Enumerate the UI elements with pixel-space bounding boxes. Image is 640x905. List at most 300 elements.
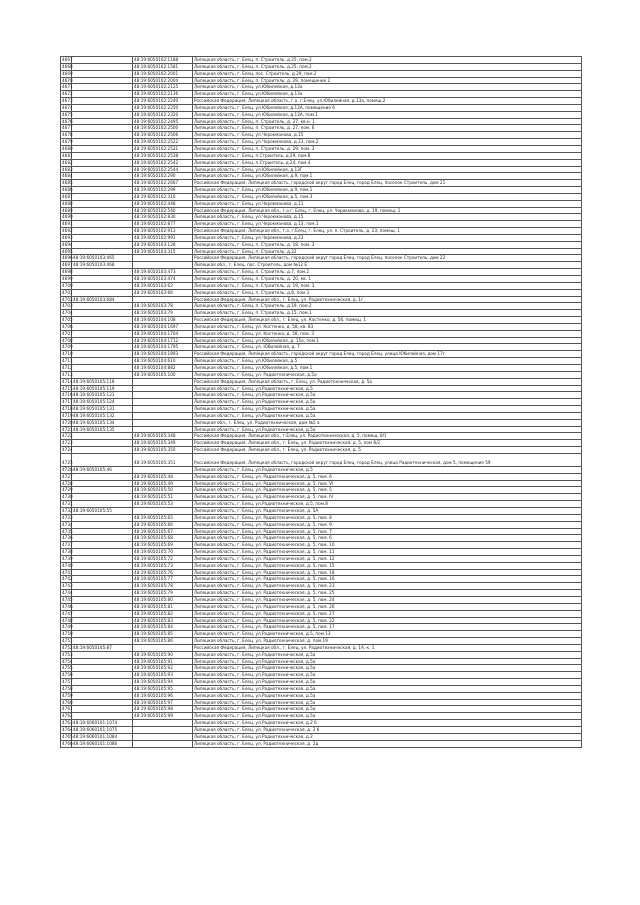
premises-number-cell: 48:19:6050104:1697	[133, 323, 193, 330]
table-row	[61, 310, 582, 317]
row-number-cell: 4716	[62, 392, 73, 398]
building-number-cell	[72, 562, 133, 569]
table-row	[61, 555, 582, 562]
row-number-cell: 4725	[61, 453, 72, 466]
premises-number-cell: 48:19:6050105:81	[133, 603, 193, 610]
address-cell: Липецкая обл., г. Елец, пос. Строитель, дом №12 Е	[193, 262, 582, 269]
table-row	[61, 651, 582, 658]
table-row	[61, 371, 582, 378]
building-number-cell: 48:19:6050105:119	[72, 385, 133, 392]
building-number-cell	[72, 596, 133, 603]
row-number-cell: 4744	[62, 590, 73, 596]
premises-number-cell: 48:19:6050105:94	[133, 679, 193, 686]
table-row	[61, 70, 582, 77]
address-cell: Липецкая область, г. Елец, ул.Радиотехническая, д.5а	[193, 412, 582, 419]
address-cell: Липецкая область, г. Елец, ул.Юбилейная, д.9, пом.1	[193, 187, 582, 194]
row-number-cell: 4700	[62, 282, 73, 288]
row-number-cell: 4736	[62, 535, 73, 541]
premises-number-cell: 48:19:6050105:92	[133, 665, 193, 672]
table-row	[61, 139, 582, 146]
building-number-cell	[72, 494, 133, 501]
address-cell: Липецкая область, г. Елец, ул.Юбилейная, д.5, пом.3	[193, 193, 582, 200]
premises-number-cell	[133, 262, 193, 269]
address-cell: Липецкая область, г. Елец, ул Юбилейная, д.13А, пом.1	[193, 111, 582, 118]
row-number-cell: 4671	[62, 84, 73, 90]
building-number-cell	[72, 310, 133, 317]
premises-number-cell: 48:19:6050102:913	[133, 228, 193, 235]
address-cell: Российская Федерация, Липецкая область, городской округ город Елец, город Елец, поселок Строитель, дом 21	[193, 180, 582, 187]
row-number-cell: 4757	[62, 679, 73, 685]
table-row	[61, 487, 582, 494]
premises-number-cell	[133, 399, 193, 406]
address-cell: Липецкая область, г. Елец, ул. Радиотехническая, д. 5, пом. 22	[193, 617, 582, 624]
premises-number-cell: 48:19:6050102:2125	[133, 84, 193, 91]
row-number-cell: 4765	[62, 733, 73, 739]
building-number-cell: 48:19:6050105:118	[72, 378, 133, 385]
building-number-cell	[72, 57, 133, 64]
building-number-cell	[72, 433, 133, 440]
premises-number-cell: 48:19:6050105:100	[133, 371, 193, 378]
address-cell: Липецкая область, г. Елец, ул. Юбилейная, д. 7	[193, 344, 582, 351]
row-number-cell: 4690	[62, 214, 73, 220]
row-number-cell: 4668	[62, 63, 73, 69]
address-cell: Липецкая область, г. Елец, ул. Радиотехническая, д. 5, пом. 12	[193, 555, 582, 562]
table-row	[61, 412, 582, 419]
table-row	[61, 535, 582, 542]
table-row	[61, 187, 582, 194]
address-cell: Липецкая область, г. Елец, ул.Радиотехническая, д.5	[193, 466, 582, 473]
premises-number-cell: 48:19:6050102:877	[133, 221, 193, 228]
premises-number-cell: 48:19:6050105:67	[133, 528, 193, 535]
row-number-cell: 4741	[62, 569, 73, 575]
table-row	[61, 221, 582, 228]
table-row	[61, 91, 582, 98]
building-number-cell	[72, 276, 133, 283]
premises-number-cell: 48:19:6050105:49	[133, 480, 193, 487]
building-number-cell	[72, 521, 133, 528]
row-number-cell: 4754	[62, 658, 73, 664]
row-number-cell: 4688	[62, 200, 73, 206]
row-number-cell: 4753	[62, 651, 73, 657]
table-row	[61, 364, 582, 371]
table-row	[61, 590, 582, 597]
address-cell: Липецкая область, г. Елец, ул.Юбилейная, д.13а	[193, 84, 582, 91]
row-number-cell: 4717	[62, 399, 73, 405]
address-cell: Липецкая область, г. Елец, ул. Радиотехническая, д. 5, пом. 23	[193, 583, 582, 590]
address-cell: Липецкая область, г. Елец, ул.Черокманова, д.13, пом.1	[193, 221, 582, 228]
row-number-cell: 4747	[62, 610, 73, 616]
row-number-cell: 4670	[62, 77, 73, 83]
address-cell: Липецкая область, г. Елец, ул. Радиотехническая, д. 5, пом. IV	[193, 494, 582, 501]
address-cell: Липецкая область, г. Елец, ул. Радиотехническая, д. 5, пом. 25	[193, 590, 582, 597]
row-number-cell: 4758	[62, 685, 73, 691]
row-number-cell: 4713	[62, 371, 73, 377]
address-cell: Липецкая область, г. Елец, ул.Юбилейная, д.5, пом.1	[193, 364, 582, 371]
table-row	[61, 596, 582, 603]
table-row	[61, 84, 582, 91]
building-number-cell	[72, 590, 133, 597]
building-number-cell	[72, 269, 133, 276]
premises-number-cell: 48:19:6050102:1188	[133, 57, 193, 64]
address-cell: Российская Федерация, Липецкая обл., г. Елец, ул. Радиотехническая, д. 5, пом 8/2	[193, 440, 582, 447]
address-cell: Липецкая область, г. Елец, ул.Юбилейная, д.5	[193, 358, 582, 365]
table-row	[61, 296, 582, 303]
premises-number-cell: 48:19:6050104:610	[133, 358, 193, 365]
building-number-cell	[72, 173, 133, 180]
premises-number-cell: 48:19:6050102:2004	[133, 77, 193, 84]
address-cell: Липецкая область, г. Елец, ул.Черокманова, д.15	[193, 132, 582, 139]
premises-number-cell: 48:19:6050102:2506	[133, 132, 193, 139]
row-number-cell: 4702	[62, 296, 73, 302]
premises-number-cell: 48:19:6050102:830	[133, 214, 193, 221]
premises-number-cell: 48:19:6050102:316	[133, 193, 193, 200]
premises-number-cell: 48:19:6050102:2542	[133, 159, 193, 166]
address-cell: Липецкая область, г. Елец, п.Строитель, д.24, пом.4	[193, 159, 582, 166]
premises-number-cell: 48:19:6050105:66	[133, 521, 193, 528]
row-number-cell: 4737	[62, 542, 73, 548]
address-cell: Липецкая область, г. Елец, п. Строитель, д. 19, пом. 3	[193, 282, 582, 289]
address-cell: Липецкая область, г. Елец, ул.Радиотехническая, д.2 б	[193, 720, 582, 727]
building-number-cell	[72, 282, 133, 289]
table-row	[61, 337, 582, 344]
premises-number-cell: 48:19:6050105:78	[133, 583, 193, 590]
premises-number-cell: 48:19:6050105:80	[133, 596, 193, 603]
premises-number-cell: 48:19:6050102:2538	[133, 152, 193, 159]
premises-number-cell	[133, 419, 193, 426]
address-cell: Липецкая область, г. Елец, п. Строитель, д.15, пом.1	[193, 310, 582, 317]
building-number-cell: 48:19:6060101:1084	[72, 733, 133, 740]
premises-number-cell: 48:19:6050103:315	[133, 248, 193, 255]
address-cell: Липецкая область, г. Елец, ул.Радиотехническая, д.5, пом.8	[193, 501, 582, 508]
table-row	[61, 159, 582, 166]
premises-number-cell	[133, 255, 193, 262]
address-cell: Российская Федерация, Липецкая обл., г.Елец, ул. Радиотехническая, д. 5, помещ. 8/1	[193, 433, 582, 440]
building-number-cell	[72, 289, 133, 296]
address-cell: Липецкая область, г. Елец, п.Строитель, д.29, пом.8	[193, 152, 582, 159]
row-number-cell: 4684	[62, 173, 73, 179]
address-cell: Липецкая область, г. Елец, ул. Костенко, д. 58, пом. 3	[193, 330, 582, 337]
table-row	[61, 624, 582, 631]
table-row	[61, 433, 582, 440]
building-number-cell	[72, 638, 133, 645]
premises-number-cell: 48:19:6050105:350	[133, 447, 193, 454]
premises-number-cell: 48:19:6050105:72	[133, 555, 193, 562]
row-number-cell: 4723	[62, 440, 73, 446]
row-number-cell: 4759	[62, 692, 73, 698]
row-number-cell: 4743	[62, 583, 73, 589]
address-cell: Липецкая область, г. Елец, ул.Юбилейная, д.9, пом.1	[193, 173, 582, 180]
row-number-cell: 4726	[62, 466, 73, 472]
premises-number-cell: 48:19:6050102:448	[133, 200, 193, 207]
building-number-cell	[72, 241, 133, 248]
table-row	[61, 132, 582, 139]
address-cell: Липецкая область, г. Елец, п. Строитель, д.8, пом.3	[193, 289, 582, 296]
address-cell: Российская Федерация, Липецкая область, г. Елец, ул. Радиотехническая, д. 5а	[193, 378, 582, 385]
row-number-cell: 4677	[62, 125, 73, 131]
row-number-cell: 4721	[62, 426, 73, 432]
address-cell: Липецкая область, г. Елец, ул. Радиотехническая, д. 5, пом. 15	[193, 562, 582, 569]
building-number-cell	[72, 685, 133, 692]
row-number-cell: 4711	[62, 358, 73, 364]
building-number-cell	[72, 330, 133, 337]
premises-number-cell: 48:19:6050105:76	[133, 569, 193, 576]
premises-number-cell: 48:19:6050104:882	[133, 364, 193, 371]
table-row	[61, 173, 582, 180]
table-row	[61, 399, 582, 406]
building-number-cell	[72, 610, 133, 617]
premises-number-cell: 48:19:6050103:128	[133, 241, 193, 248]
building-number-cell	[72, 371, 133, 378]
table-row	[61, 440, 582, 447]
address-cell: Липецкая область, г. Елец, ул. Радиотехническая, д. 5А	[193, 508, 582, 515]
address-cell: Липецкая область, г. Елец, ул. Радиотехническая, д. 5, пом. 8	[193, 514, 582, 521]
premises-number-cell: 48:19:6050102:2250	[133, 104, 193, 111]
address-cell: Липецкая область, г. Елец, п. Строитель, д.25, пом.2	[193, 57, 582, 64]
row-number-cell: 4724	[62, 447, 73, 453]
premises-number-cell: 48:19:6050102:2531	[133, 145, 193, 152]
row-number-cell: 4693	[62, 234, 73, 240]
building-number-cell	[72, 200, 133, 207]
premises-number-cell: 48:19:6050105:93	[133, 672, 193, 679]
building-number-cell	[72, 118, 133, 125]
premises-number-cell: 48:19:6050102:2500	[133, 125, 193, 132]
row-number-cell: 4698	[62, 269, 73, 275]
building-number-cell	[72, 583, 133, 590]
row-number-cell: 4718	[62, 406, 73, 412]
row-number-cell: 4735	[62, 528, 73, 534]
row-number-cell: 4712	[62, 364, 73, 370]
building-number-cell	[72, 104, 133, 111]
building-number-cell	[72, 699, 133, 706]
building-number-cell	[72, 303, 133, 310]
premises-number-cell: 48:19:6050103:78	[133, 303, 193, 310]
premises-number-cell: 48:19:6050103:473	[133, 269, 193, 276]
address-cell: Липецкая область, г. Елец, ул.Радиотехническая, д.5а	[193, 685, 582, 692]
premises-number-cell	[133, 296, 193, 303]
building-number-cell	[72, 535, 133, 542]
premises-number-cell: 48:19:6050105:77	[133, 576, 193, 583]
table-row	[61, 262, 582, 269]
row-number-cell: 4681	[62, 152, 73, 158]
row-number-cell: 4714	[62, 378, 73, 384]
row-number-cell: 4719	[62, 412, 73, 418]
building-number-cell	[72, 549, 133, 556]
table-row	[61, 447, 582, 454]
table-row	[61, 152, 582, 159]
table-row	[61, 453, 582, 466]
address-cell: Российская Федерация, Липецкая область, городской округ город Елец, город Елец, улица Юбилейная, дом 17г	[193, 351, 582, 358]
row-number-cell: 4720	[62, 419, 73, 425]
address-cell: Липецкая область, г. Елец, ул.Юбилейная, д. 15а, пом.1	[193, 337, 582, 344]
address-cell: Российская Федерация, Липецкая область, городской округ город Елец, город Елец, поселок Строитель, дом 22	[193, 255, 582, 262]
building-number-cell: 48:19:6050103:465	[72, 255, 133, 262]
address-cell: Липецкая область, г. Елец, ул.Радиотехническая, д.5а	[193, 426, 582, 433]
building-number-cell	[72, 166, 133, 173]
building-number-cell	[72, 132, 133, 139]
building-number-cell	[72, 706, 133, 713]
address-cell: Липецкая область, г. Елец, п. Строитель, д. 27, пом. 6	[193, 125, 582, 132]
row-number-cell: 4722	[62, 433, 73, 439]
table-row	[61, 406, 582, 413]
address-cell: Липецкая область, г. Елец, ул. Костенко, д. 58, кв. 83	[193, 323, 582, 330]
premises-number-cell: 48:19:6050102:540	[133, 207, 193, 214]
building-number-cell	[72, 152, 133, 159]
table-row	[61, 289, 582, 296]
table-row	[61, 378, 582, 385]
row-number-cell: 4766	[62, 740, 73, 746]
row-number-cell: 4727	[62, 473, 73, 479]
address-cell: Липецкая область, г. Елец, ул. Радиотехническая, д. 5, пом. 5	[193, 487, 582, 494]
premises-number-cell: 48:19:6050102:299	[133, 187, 193, 194]
premises-number-cell	[133, 385, 193, 392]
building-number-cell	[72, 207, 133, 214]
premises-number-cell: 48:19:6050105:84	[133, 624, 193, 631]
premises-number-cell: 48:19:6050103:62	[133, 282, 193, 289]
building-number-cell	[72, 214, 133, 221]
building-number-cell: 48:19:6060101:1075	[72, 727, 133, 734]
row-number-cell: 4686	[62, 187, 73, 193]
table-row	[61, 665, 582, 672]
address-cell: Липецкая область, г. Елец, ул.Радиотехническая, д.5а	[193, 692, 582, 699]
row-number-cell: 4730	[62, 494, 73, 500]
building-number-cell	[72, 91, 133, 98]
row-number-cell: 4685	[62, 180, 73, 186]
address-cell: Липецкая область, г. Елец, ул. Радиотехническая, д. 5, пом. VI	[193, 480, 582, 487]
table-row	[61, 193, 582, 200]
premises-number-cell: 48:19:6050102:2667	[133, 180, 193, 187]
premises-number-cell: 48:19:6050104:1704	[133, 330, 193, 337]
address-cell: Липецкая область, г. Елец, ул. Радиотехническая, д. 5, пом. 17	[193, 624, 582, 631]
building-number-cell: 48:19:6050105:87	[72, 644, 133, 651]
address-cell: Липецкая область, г. Елец, ул. Радиотехническая, д. 5, пом. 18	[193, 569, 582, 576]
premises-number-cell: 48:19:6050103:79	[133, 310, 193, 317]
row-number-cell: 4751	[62, 638, 73, 644]
premises-number-cell: 48:19:6050105:91	[133, 658, 193, 665]
address-cell: Липецкая область, г. Елец, п. Строитель, д.22	[193, 248, 582, 255]
building-number-cell	[72, 692, 133, 699]
building-number-cell	[72, 193, 133, 200]
address-cell: Липецкая область, г. Елец, п. Строитель, д. 18, пом. 3	[193, 241, 582, 248]
address-cell: Российская Федерация, Липецкая обл., г.о.г. Елец, г. Елец, ул. Черокманова, д. 19, помещ. 1	[193, 207, 582, 214]
building-number-cell: 48:19:6060101:1074	[72, 720, 133, 727]
building-number-cell: 48:19:6050105:121	[72, 392, 133, 399]
table-row	[61, 323, 582, 330]
table-row	[61, 501, 582, 508]
premises-number-cell: 48:19:6050105:85	[133, 631, 193, 638]
premises-number-cell: 48:19:6050105:50	[133, 487, 193, 494]
premises-number-cell: 48:19:6050102:991	[133, 234, 193, 241]
table-row	[61, 740, 582, 747]
address-cell: Липецкая область, г. Елец, ул. Радиотехническая, д. 5, пом. 6	[193, 473, 582, 480]
building-number-cell: 48:19:6060101:1086	[72, 740, 133, 747]
building-number-cell: 48:19:6050103:468	[72, 262, 133, 269]
table-row	[61, 214, 582, 221]
premises-number-cell: 48:19:6050104:1795	[133, 344, 193, 351]
row-number-cell: 4675	[62, 111, 73, 117]
address-cell: Липецкая область, г. Елец, ул.Черокманова, д.15	[193, 214, 582, 221]
table-row	[61, 255, 582, 262]
registry-sheet	[60, 56, 581, 748]
building-number-cell	[72, 63, 133, 70]
table-row	[61, 549, 582, 556]
table-row	[61, 466, 582, 473]
table-row	[61, 610, 582, 617]
building-number-cell	[72, 542, 133, 549]
row-number-cell: 4676	[62, 118, 73, 124]
building-number-cell	[72, 658, 133, 665]
premises-number-cell: 48:19:6050105:97	[133, 699, 193, 706]
row-number-cell: 4752	[62, 644, 73, 650]
premises-number-cell	[133, 392, 193, 399]
row-number-cell: 4695	[62, 248, 73, 254]
premises-number-cell: 48:19:6050105:68	[133, 535, 193, 542]
building-number-cell	[72, 603, 133, 610]
address-cell: Липецкая область, г. Елец, ул.Радиотехническая, д.5, пом.13	[193, 631, 582, 638]
row-number-cell: 4699	[62, 276, 73, 281]
address-cell: Липецкая область, г. Елец, пос. Строитель, д.29, пом.2	[193, 70, 582, 77]
row-number-cell: 4742	[62, 576, 73, 582]
building-number-cell	[72, 473, 133, 480]
building-number-cell	[72, 713, 133, 720]
building-number-cell: 48:19:6050103:684	[72, 296, 133, 303]
building-number-cell	[72, 70, 133, 77]
building-number-cell	[72, 323, 133, 330]
row-number-cell: 4731	[62, 501, 73, 507]
premises-number-cell: 48:19:6050102:290	[133, 173, 193, 180]
premises-number-cell: 48:19:6050103:66	[133, 289, 193, 296]
building-number-cell	[72, 364, 133, 371]
premises-number-cell: 48:19:6050105:83	[133, 617, 193, 624]
row-number-cell: 4703	[62, 303, 73, 309]
building-number-cell	[72, 624, 133, 631]
table-row	[61, 63, 582, 70]
building-number-cell	[72, 555, 133, 562]
premises-number-cell: 48:19:6050105:79	[133, 590, 193, 597]
row-number-cell: 4749	[62, 624, 73, 630]
building-number-cell	[72, 351, 133, 358]
premises-number-cell: 48:19:6050102:2522	[133, 139, 193, 146]
row-number-cell: 4733	[62, 514, 73, 520]
address-cell: Липецкая область, г. Елец, п. Строитель, д. 27, кв.н. 1	[193, 118, 582, 125]
table-row	[61, 514, 582, 521]
table-row	[61, 699, 582, 706]
table-row	[61, 419, 582, 426]
table-row	[61, 638, 582, 645]
address-cell: Липецкая область, г. Елец, ул.Радиотехническая, д.2	[193, 733, 582, 740]
building-number-cell	[72, 679, 133, 686]
building-number-cell: 48:19:6050105:135	[72, 426, 133, 433]
building-number-cell: 48:19:6050105:55	[72, 508, 133, 515]
building-number-cell	[72, 617, 133, 624]
building-number-cell	[72, 317, 133, 324]
table-row	[61, 228, 582, 235]
row-number-cell: 4697	[62, 262, 73, 268]
table-row	[61, 303, 582, 310]
table-row	[61, 521, 582, 528]
building-number-cell	[72, 480, 133, 487]
building-number-cell	[72, 440, 133, 447]
table-row	[61, 234, 582, 241]
table-row	[61, 125, 582, 132]
address-cell: Липецкая область, г. Елец, ул.Радиотехническая, д.5а	[193, 679, 582, 686]
address-cell: Липецкая область, г. Елец, ул.Радиотехническая, д.5а	[193, 665, 582, 672]
table-row	[61, 77, 582, 84]
table-row	[61, 269, 582, 276]
address-cell: Липецкая область, г. Елец, ул.Радиотехническая, д.5а	[193, 713, 582, 720]
address-cell: Липецкая область, г. Елец, ул.Радиотехническая, д.5а	[193, 672, 582, 679]
row-number-cell: 4750	[62, 631, 73, 637]
building-number-cell: 48:19:6050105:134	[72, 419, 133, 426]
